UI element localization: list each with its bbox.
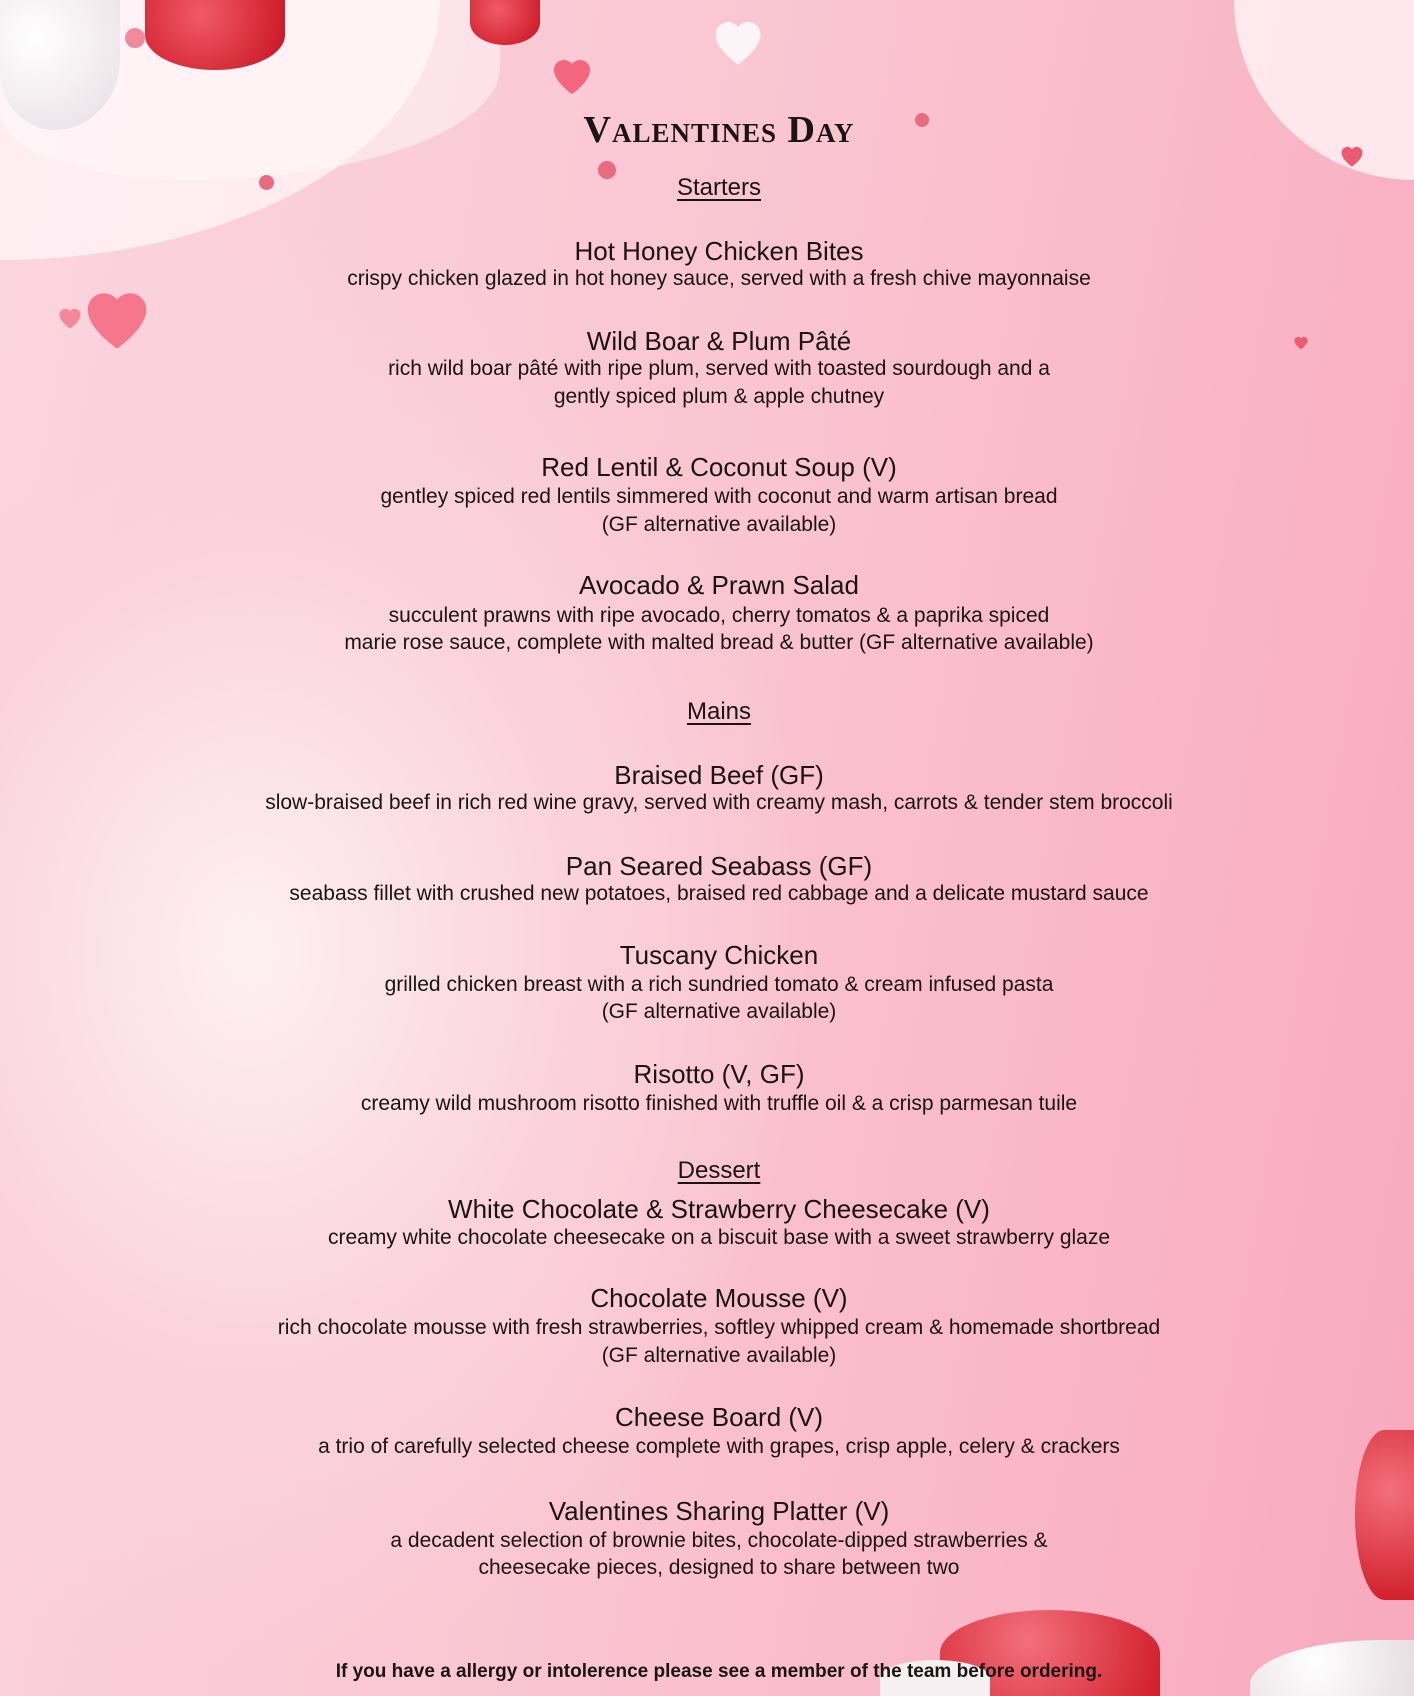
menu-item-description: slow-braised beef in rich red wine gravy, served with creamy mash, carrots & tender stem broccoli [265, 791, 1173, 814]
menu-item-name: Risotto (V, GF) [633, 1059, 805, 1089]
red-balloon [470, 0, 540, 45]
section-heading: Starters [676, 174, 762, 201]
menu-item-description: rich chocolate mousse with fresh strawberries, softley whipped cream & homemade shortbread [277, 1316, 1161, 1339]
menu-item-description: marie rose sauce, complete with malted bread & butter (GF alternative available) [344, 631, 1094, 654]
menu-item-name: Valentines Sharing Platter (V) [548, 1496, 890, 1526]
allergy-notice: If you have a allergy or intolerence please see a member of the team before ordering. [335, 1661, 1103, 1682]
menu-item-description: gently spiced plum & apple chutney [553, 385, 885, 408]
menu-title: Valentines Day [583, 109, 855, 151]
menu-item-description: seabass fillet with crushed new potatoes, braised red cabbage and a delicate mustard sauce [289, 882, 1149, 905]
menu-item-description: gentley spiced red lentils simmered with coconut and warm artisan bread [380, 485, 1058, 508]
menu-item-name: Pan Seared Seabass (GF) [565, 851, 873, 881]
menu-item-name: Hot Honey Chicken Bites [574, 236, 864, 266]
menu-item-description: rich wild boar pâté with ripe plum, served with toasted sourdough and a [388, 357, 1050, 380]
confetti-dot [125, 28, 145, 48]
menu-item-description: a trio of carefully selected cheese complete with grapes, crisp apple, celery & crackers [318, 1435, 1120, 1458]
menu-item-name: Wild Boar & Plum Pâté [586, 326, 852, 356]
menu-item-name: Tuscany Chicken [619, 940, 819, 970]
white-cloud [1234, 0, 1414, 180]
menu-item-description: cheesecake pieces, designed to share between two [478, 1556, 960, 1579]
section-heading: Mains [686, 698, 752, 725]
menu-item-description: creamy white chocolate cheesecake on a biscuit base with a sweet strawberry glaze [327, 1226, 1111, 1249]
menu-item-description: (GF alternative available) [601, 1344, 837, 1367]
heart-icon [548, 52, 596, 96]
menu-item-description: a decadent selection of brownie bites, chocolate-dipped strawberries & [390, 1529, 1048, 1552]
heart-icon [708, 12, 768, 67]
menu-item-name: Chocolate Mousse (V) [590, 1283, 848, 1313]
menu-item-description: succulent prawns with ripe avocado, cherry tomatos & a paprika spiced [388, 604, 1050, 627]
menu-item-description: (GF alternative available) [601, 513, 837, 536]
menu-item-description: grilled chicken breast with a rich sundried tomato & cream infused pasta [384, 973, 1054, 996]
red-balloon [145, 0, 285, 70]
menu-item-description: (GF alternative available) [601, 1000, 837, 1023]
menu-item-description: creamy wild mushroom risotto finished with truffle oil & a crisp parmesan tuile [360, 1092, 1078, 1115]
menu-item-description: crispy chicken glazed in hot honey sauce, served with a fresh chive mayonnaise [347, 267, 1091, 290]
menu-item-name: Cheese Board (V) [614, 1402, 824, 1432]
menu-item-name: Avocado & Prawn Salad [579, 570, 859, 600]
menu-item-name: Braised Beef (GF) [614, 760, 824, 790]
menu-item-name: Red Lentil & Coconut Soup (V) [541, 452, 897, 482]
section-heading: Dessert [677, 1157, 761, 1184]
menu-item-name: White Chocolate & Strawberry Cheesecake (V) [448, 1194, 990, 1224]
